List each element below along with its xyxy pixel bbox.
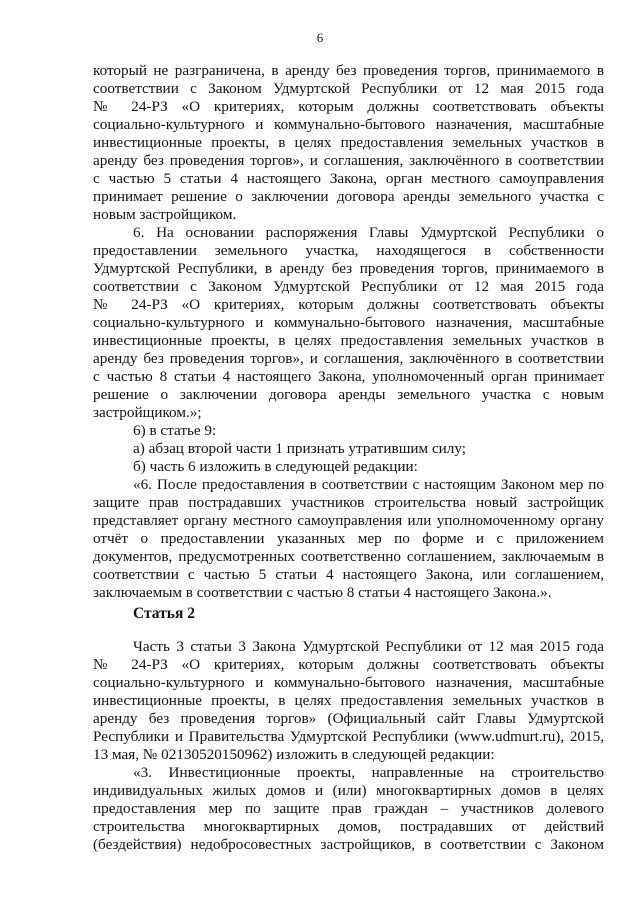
text-line: социально-культурного и коммунально-бытового назначения, масштабные [93, 116, 604, 133]
text-line: Удмуртской Республики, в аренду без проведения торгов, принимаемого в [93, 260, 604, 277]
text-line: 6) в статье 9: [133, 422, 217, 439]
text-line: предоставлении земельного участка, находящегося в собственности [93, 242, 604, 259]
text-line: «3. Инвестиционные проекты, направленные на строительство [133, 764, 604, 781]
text-line: № 24-РЗ «О критериях, которым должны соответствовать объекты [93, 296, 604, 313]
text-line: а) абзац второй части 1 признать утратившим силу; [133, 440, 467, 457]
text-line: принимает решение о заключении договора аренды земельного участка с [93, 188, 604, 205]
text-line: Республики и Правительства Удмуртской Республики (www.udmurt.ru), 2015, [93, 728, 604, 745]
text-line: аренду без проведения торгов», и соглашения, заключённого в соответствии [93, 350, 604, 367]
text-line: защите прав пострадавших участников строительства новый застройщик [93, 494, 604, 511]
text-line: соответствии с Законом Удмуртской Республики от 12 мая 2015 года [93, 278, 604, 295]
text-line: б) часть 6 изложить в следующей редакции: [133, 458, 418, 475]
page-number: 6 [316, 30, 324, 45]
text-line: отчёт о предоставлении указанных мер по форме и с приложением [93, 530, 604, 547]
text-line: с частью 5 статьи 4 настоящего Закона, орган местного самоуправления [93, 170, 604, 187]
text-line: социально-культурного и коммунально-бытового назначения, масштабные [93, 674, 604, 691]
text-line: который не разграничена, в аренду без проведения торгов, принимаемого в [93, 62, 604, 79]
text-line: инвестиционные проекты, в целях предоставления земельных участков в [93, 692, 604, 709]
text-line: социально-культурного и коммунально-бытового назначения, масштабные [93, 314, 604, 331]
article-heading: Статья 2 [133, 605, 195, 622]
text-line: «6. После предоставления в соответствии с настоящим Законом мер по [133, 476, 604, 493]
text-line: строительства многоквартирных домов, пострадавших от действий [93, 818, 604, 835]
text-line: индивидуальных жилых домов и (или) многоквартирных домов в целях [93, 782, 604, 799]
text-line: 6. На основании распоряжения Главы Удмуртской Республики о [133, 224, 604, 241]
text-line: аренду без проведения торгов», и соглашения, заключённого в соответствии [93, 152, 604, 169]
text-line: 13 мая, № 02130520150962) изложить в следующей редакции: [93, 746, 495, 763]
text-line: № 24-РЗ «О критериях, которым должны соответствовать объекты [93, 98, 604, 115]
text-line: инвестиционные проекты, в целях предоставления земельных участков в [93, 332, 604, 349]
text-line: с частью 8 статьи 4 настоящего Закона, уполномоченный орган принимает [93, 368, 604, 385]
text-line: соответствии с Законом Удмуртской Республики от 12 мая 2015 года [93, 80, 604, 97]
text-line: аренду без проведения торгов» (Официальный сайт Главы Удмуртской [93, 710, 604, 727]
text-line: Часть 3 статьи 3 Закона Удмуртской Республики от 12 мая 2015 года [133, 638, 604, 655]
text-line: документов, предусмотренных соответственно соглашением, заключаемым в [93, 548, 604, 565]
text-line: решение о заключении договора аренды земельного участка с новым [93, 386, 604, 403]
text-line: представляет органу местного самоуправления или уполномоченному органу [93, 512, 604, 529]
text-line: новым застройщиком. [93, 206, 237, 223]
text-line: (бездействия) недобросовестных застройщиков, в соответствии с Законом [93, 836, 604, 853]
text-line: заключаемым в соответствии с частью 8 статьи 4 настоящего Закона.». [93, 584, 552, 601]
text-line: инвестиционные проекты, в целях предоставления земельных участков в [93, 134, 604, 151]
text-line: предоставления мер по защите прав граждан – участников долевого [93, 800, 604, 817]
text-line: № 24-РЗ «О критериях, которым должны соответствовать объекты [93, 656, 604, 673]
text-line: застройщиком.»; [93, 404, 202, 421]
text-line: соответствии с частью 5 статьи 4 настоящего Закона, или соглашением, [93, 566, 604, 583]
